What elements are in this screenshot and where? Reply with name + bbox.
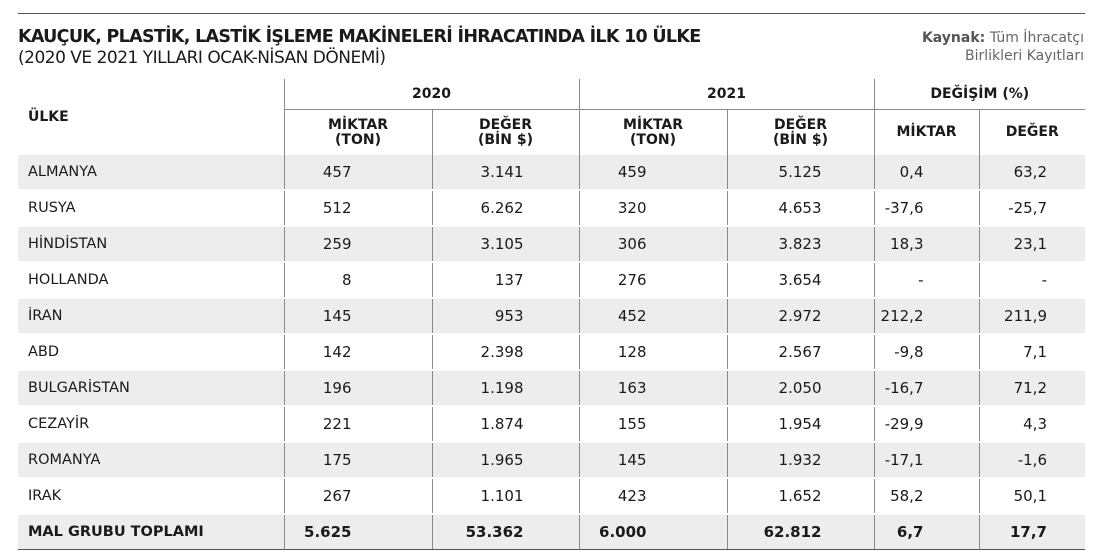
qty-2020-cell: 221 — [284, 406, 432, 442]
table-row — [18, 226, 1085, 262]
qty-change-cell: -16,7 — [874, 370, 979, 406]
header-change: DEĞİŞİM (%) — [874, 79, 1085, 110]
qty-2021-cell: 128 — [579, 334, 727, 370]
value-2021-cell: 5.125 — [727, 155, 874, 190]
value-2020-cell: 953 — [432, 298, 579, 334]
qty-2020-cell: 145 — [284, 298, 432, 334]
table-row — [18, 262, 1085, 298]
qty-2020-cell: 8 — [284, 262, 432, 298]
value-change-cell: - — [979, 262, 1085, 298]
country-cell: IRAK — [18, 478, 284, 514]
value-change-cell: 50,1 — [979, 478, 1085, 514]
qty-2021-cell: 320 — [579, 190, 727, 226]
value-2020-cell: 2.398 — [432, 334, 579, 370]
country-cell: HİNDİSTAN — [18, 226, 284, 262]
value-change-cell: 211,9 — [979, 298, 1085, 334]
table-row — [18, 442, 1085, 478]
total-label: MAL GRUBU TOPLAMI — [18, 514, 284, 550]
value-2021-cell: 3.654 — [727, 262, 874, 298]
value-2021-cell: 1.932 — [727, 442, 874, 478]
source-line2: Birlikleri Kayıtları — [964, 48, 1084, 64]
table-row — [18, 370, 1085, 406]
country-cell: ABD — [18, 334, 284, 370]
country-cell: ALMANYA — [18, 155, 284, 190]
value-change-cell: -1,6 — [979, 442, 1085, 478]
total-value-change: 17,7 — [979, 514, 1085, 550]
value-2020-cell: 1.198 — [432, 370, 579, 406]
value-2021-cell: 1.652 — [727, 478, 874, 514]
header-2020-value: DEĞER (BİN $) — [432, 110, 579, 156]
table-subtitle: (2020 VE 2021 YILLARI OCAK-NİSAN DÖNEMİ) — [18, 48, 386, 68]
country-cell: ROMANYA — [18, 442, 284, 478]
total-row — [18, 514, 1085, 550]
value-2021-cell: 2.567 — [727, 334, 874, 370]
source-note — [922, 29, 1084, 65]
value-change-cell: 4,3 — [979, 406, 1085, 442]
country-cell: BULGARİSTAN — [18, 370, 284, 406]
qty-change-cell: 18,3 — [874, 226, 979, 262]
qty-change-cell: -9,8 — [874, 334, 979, 370]
value-2021-cell: 2.050 — [727, 370, 874, 406]
qty-2020-cell: 512 — [284, 190, 432, 226]
header-change-quantity: MİKTAR — [874, 110, 979, 156]
qty-change-cell: 212,2 — [874, 298, 979, 334]
value-2020-cell: 1.101 — [432, 478, 579, 514]
table-row — [18, 334, 1085, 370]
header-2021-quantity: MİKTAR (TON) — [579, 110, 727, 156]
qty-2021-cell: 145 — [579, 442, 727, 478]
total-value-2021: 62.812 — [727, 514, 874, 550]
country-cell: CEZAYİR — [18, 406, 284, 442]
table-row — [18, 298, 1085, 334]
qty-2020-cell: 267 — [284, 478, 432, 514]
value-2021-cell: 2.972 — [727, 298, 874, 334]
value-2020-cell: 3.141 — [432, 155, 579, 190]
value-change-cell: 23,1 — [979, 226, 1085, 262]
qty-2020-cell: 259 — [284, 226, 432, 262]
qty-change-cell: 58,2 — [874, 478, 979, 514]
value-2021-cell: 4.653 — [727, 190, 874, 226]
country-cell: HOLLANDA — [18, 262, 284, 298]
qty-2021-cell: 452 — [579, 298, 727, 334]
value-2020-cell: 3.105 — [432, 226, 579, 262]
qty-2021-cell: 163 — [579, 370, 727, 406]
source-line1: Tüm İhracatçı — [989, 30, 1084, 46]
header-country: ÜLKE — [28, 109, 69, 125]
qty-change-cell: 0,4 — [874, 155, 979, 190]
table-title: KAUÇUK, PLASTİK, LASTİK İŞLEME MAKİNELERİ İHRACATINDA İLK 10 ÜLKE — [18, 27, 701, 47]
qty-2021-cell: 155 — [579, 406, 727, 442]
header-change-value: DEĞER — [979, 110, 1085, 156]
table-row — [18, 478, 1085, 514]
qty-2020-cell: 196 — [284, 370, 432, 406]
value-change-cell: 7,1 — [979, 334, 1085, 370]
qty-2020-cell: 142 — [284, 334, 432, 370]
qty-2021-cell: 459 — [579, 155, 727, 190]
value-2020-cell: 6.262 — [432, 190, 579, 226]
qty-2021-cell: 423 — [579, 478, 727, 514]
total-value-2020: 53.362 — [432, 514, 579, 550]
table-row — [18, 155, 1085, 190]
qty-change-cell: -37,6 — [874, 190, 979, 226]
total-qty-2020: 5.625 — [284, 514, 432, 550]
top-rule — [18, 13, 1085, 14]
qty-2021-cell: 276 — [579, 262, 727, 298]
header-year-2020: 2020 — [284, 79, 579, 110]
value-2021-cell: 1.954 — [727, 406, 874, 442]
qty-change-cell: - — [874, 262, 979, 298]
total-qty-2021: 6.000 — [579, 514, 727, 550]
value-2021-cell: 3.823 — [727, 226, 874, 262]
qty-2020-cell: 175 — [284, 442, 432, 478]
value-2020-cell: 1.874 — [432, 406, 579, 442]
country-cell: İRAN — [18, 298, 284, 334]
value-change-cell: 63,2 — [979, 155, 1085, 190]
value-2020-cell: 1.965 — [432, 442, 579, 478]
value-change-cell: -25,7 — [979, 190, 1085, 226]
export-table — [18, 79, 1085, 550]
qty-change-cell: -17,1 — [874, 442, 979, 478]
value-change-cell: 71,2 — [979, 370, 1085, 406]
table-row — [18, 190, 1085, 226]
country-cell: RUSYA — [18, 190, 284, 226]
value-2020-cell: 137 — [432, 262, 579, 298]
header-2021-value: DEĞER (BİN $) — [727, 110, 874, 156]
total-qty-change: 6,7 — [874, 514, 979, 550]
qty-change-cell: -29,9 — [874, 406, 979, 442]
header-year-2021: 2021 — [579, 79, 874, 110]
header-2020-quantity: MİKTAR (TON) — [284, 110, 432, 156]
qty-2020-cell: 457 — [284, 155, 432, 190]
qty-2021-cell: 306 — [579, 226, 727, 262]
table-row — [18, 406, 1085, 442]
source-label: Kaynak: — [921, 30, 986, 46]
